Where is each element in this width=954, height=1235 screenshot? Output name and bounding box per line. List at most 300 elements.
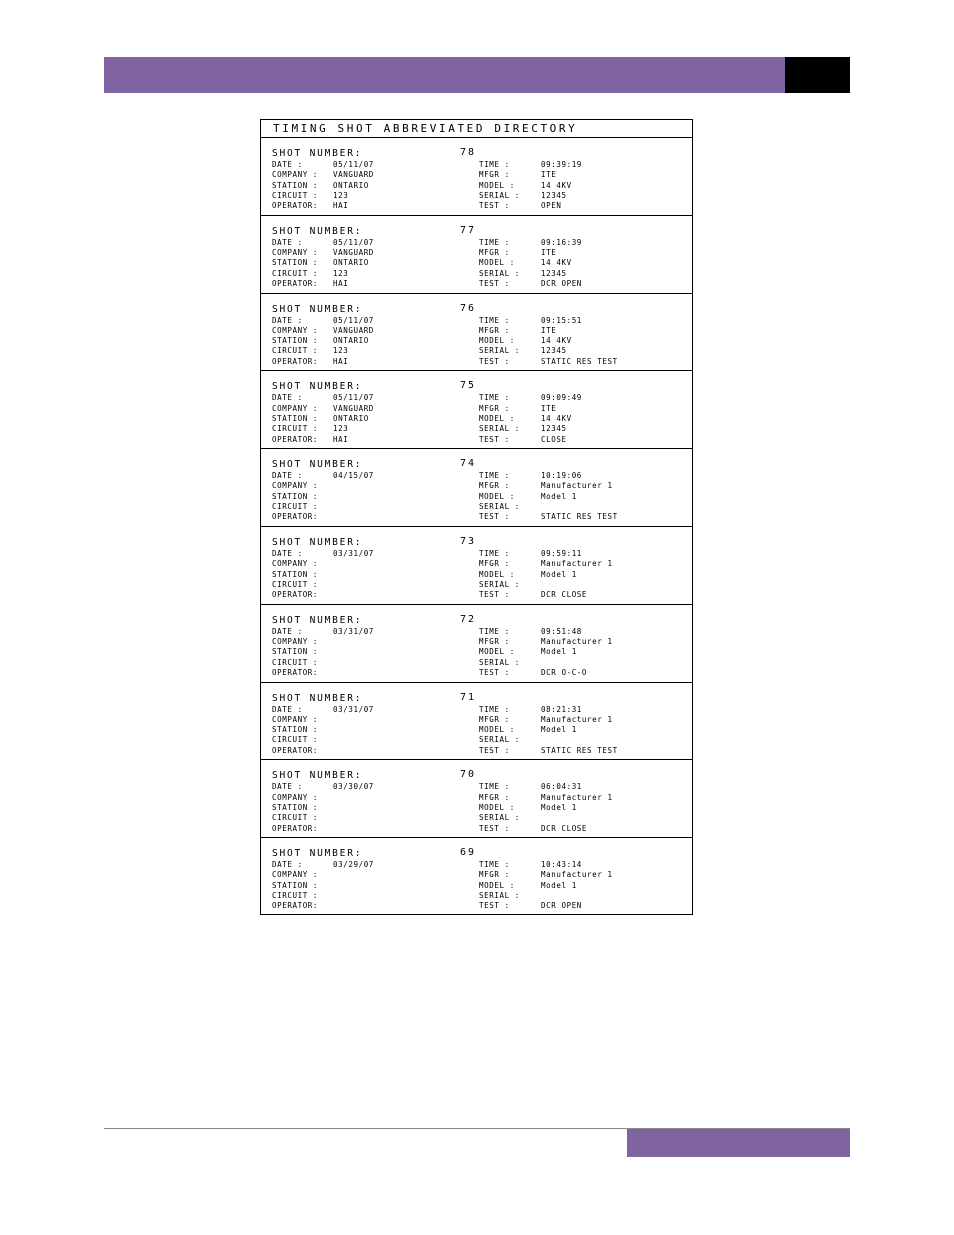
- field-row-operator: [272, 590, 374, 600]
- test-value: DCR CLOSE: [541, 823, 588, 833]
- mfgr-label: MFGR :: [479, 637, 510, 647]
- field-row-operator: [272, 435, 374, 445]
- field-row-mfgr: [479, 404, 582, 414]
- shot-fields-left: [272, 316, 374, 367]
- serial-label: SERIAL :: [479, 891, 520, 901]
- time-value: 09:15:51: [541, 315, 582, 325]
- field-row-model: [479, 181, 582, 191]
- model-value: 14 4KV: [541, 180, 572, 190]
- date-value: 05/11/07: [333, 393, 374, 403]
- field-row-mfgr: [479, 793, 613, 803]
- field-row-station: [272, 570, 374, 580]
- field-row-serial: [479, 580, 613, 590]
- operator-value: HAI: [333, 356, 349, 366]
- date-label: DATE :: [272, 860, 303, 870]
- date-value: 03/29/07: [333, 860, 374, 870]
- time-value: 09:09:49: [541, 393, 582, 403]
- header-bar: [104, 57, 785, 93]
- field-row-mfgr: [479, 637, 613, 647]
- field-row-test: [479, 668, 613, 678]
- test-value: CLOSE: [541, 434, 567, 444]
- shot-number-value: 72: [460, 613, 477, 625]
- station-label: STATION :: [272, 413, 319, 423]
- operator-label: OPERATOR:: [272, 201, 319, 211]
- field-row-model: [479, 570, 613, 580]
- shot-number-value: 71: [460, 691, 477, 703]
- model-value: 14 4KV: [541, 413, 572, 423]
- field-row-time: [479, 160, 582, 170]
- mfgr-label: MFGR :: [479, 325, 510, 335]
- field-row-serial: [479, 502, 618, 512]
- test-value: DCR OPEN: [541, 901, 582, 911]
- field-row-model: [479, 414, 582, 424]
- time-value: 10:19:06: [541, 471, 582, 481]
- mfgr-value: Manufacturer 1: [541, 870, 613, 880]
- company-label: COMPANY :: [272, 481, 319, 491]
- model-label: MODEL :: [479, 880, 515, 890]
- shot-fields-left: [272, 238, 374, 289]
- field-row-test: [479, 279, 582, 289]
- serial-value: 12345: [541, 190, 567, 200]
- shot-fields-left: [272, 627, 374, 678]
- field-row-station: [272, 414, 374, 424]
- shot-entry: [261, 216, 692, 294]
- mfgr-value: Manufacturer 1: [541, 559, 613, 569]
- shot-number-label: SHOT NUMBER:: [272, 614, 363, 626]
- time-label: TIME :: [479, 237, 510, 247]
- field-row-date: [272, 705, 374, 715]
- serial-label: SERIAL :: [479, 579, 520, 589]
- field-row-mfgr: [479, 559, 613, 569]
- test-label: TEST :: [479, 590, 510, 600]
- test-label: TEST :: [479, 901, 510, 911]
- company-label: COMPANY :: [272, 637, 319, 647]
- model-value: Model 1: [541, 491, 577, 501]
- station-label: STATION :: [272, 258, 319, 268]
- time-label: TIME :: [479, 782, 510, 792]
- mfgr-label: MFGR :: [479, 792, 510, 802]
- date-label: DATE :: [272, 315, 303, 325]
- field-row-serial: [479, 269, 582, 279]
- shot-entry: [261, 371, 692, 449]
- field-row-model: [479, 803, 613, 813]
- field-row-date: [272, 471, 374, 481]
- test-value: DCR CLOSE: [541, 590, 588, 600]
- station-label: STATION :: [272, 880, 319, 890]
- circuit-label: CIRCUIT :: [272, 346, 319, 356]
- shot-fields-right: [479, 238, 582, 289]
- shot-fields-right: [479, 549, 613, 600]
- field-row-model: [479, 881, 613, 891]
- operator-label: OPERATOR:: [272, 356, 319, 366]
- shot-number-label: SHOT NUMBER:: [272, 848, 363, 860]
- serial-label: SERIAL :: [479, 735, 520, 745]
- station-label: STATION :: [272, 725, 319, 735]
- time-label: TIME :: [479, 471, 510, 481]
- operator-label: OPERATOR:: [272, 823, 319, 833]
- serial-label: SERIAL :: [479, 190, 520, 200]
- field-row-operator: [272, 357, 374, 367]
- field-row-test: [479, 901, 613, 911]
- circuit-value: 123: [333, 346, 349, 356]
- field-row-company: [272, 326, 374, 336]
- shot-number-value: 69: [460, 847, 477, 859]
- shot-fields-left: [272, 393, 374, 444]
- mfgr-value: ITE: [541, 170, 557, 180]
- station-value: ONTARIO: [333, 180, 369, 190]
- model-label: MODEL :: [479, 413, 515, 423]
- shot-entry: [261, 527, 692, 605]
- field-row-time: [479, 860, 613, 870]
- shot-number-label: SHOT NUMBER:: [272, 536, 363, 548]
- field-row-model: [479, 492, 618, 502]
- field-row-circuit: [272, 658, 374, 668]
- serial-label: SERIAL :: [479, 657, 520, 667]
- mfgr-label: MFGR :: [479, 870, 510, 880]
- field-row-time: [479, 549, 613, 559]
- time-value: 09:16:39: [541, 237, 582, 247]
- mfgr-value: Manufacturer 1: [541, 637, 613, 647]
- circuit-value: 123: [333, 424, 349, 434]
- circuit-label: CIRCUIT :: [272, 579, 319, 589]
- station-value: ONTARIO: [333, 258, 369, 268]
- field-row-operator: [272, 824, 374, 834]
- shot-number-value: 75: [460, 380, 477, 392]
- test-label: TEST :: [479, 278, 510, 288]
- field-row-company: [272, 404, 374, 414]
- shot-fields-left: [272, 705, 374, 756]
- mfgr-label: MFGR :: [479, 481, 510, 491]
- circuit-label: CIRCUIT :: [272, 190, 319, 200]
- field-row-circuit: [272, 424, 374, 434]
- model-value: 14 4KV: [541, 258, 572, 268]
- shot-fields-right: [479, 782, 613, 833]
- company-label: COMPANY :: [272, 248, 319, 258]
- field-row-date: [272, 316, 374, 326]
- model-label: MODEL :: [479, 725, 515, 735]
- shot-number-label: SHOT NUMBER:: [272, 692, 363, 704]
- station-label: STATION :: [272, 802, 319, 812]
- field-row-serial: [479, 191, 582, 201]
- field-row-station: [272, 336, 374, 346]
- circuit-label: CIRCUIT :: [272, 268, 319, 278]
- shot-number-label: SHOT NUMBER:: [272, 148, 363, 159]
- field-row-station: [272, 881, 374, 891]
- field-row-operator: [272, 201, 374, 211]
- operator-label: OPERATOR:: [272, 901, 319, 911]
- field-row-model: [479, 336, 618, 346]
- test-value: STATIC RES TEST: [541, 356, 618, 366]
- shot-fields-right: [479, 471, 618, 522]
- time-value: 06:04:31: [541, 782, 582, 792]
- time-label: TIME :: [479, 160, 510, 169]
- date-value: 05/11/07: [333, 315, 374, 325]
- model-label: MODEL :: [479, 336, 515, 346]
- company-label: COMPANY :: [272, 170, 319, 180]
- operator-label: OPERATOR:: [272, 278, 319, 288]
- station-label: STATION :: [272, 647, 319, 657]
- shot-fields-left: [272, 860, 374, 911]
- company-value: VANGUARD: [333, 325, 374, 335]
- time-value: 10:43:14: [541, 860, 582, 870]
- field-row-serial: [479, 813, 613, 823]
- serial-label: SERIAL :: [479, 424, 520, 434]
- model-value: Model 1: [541, 569, 577, 579]
- circuit-label: CIRCUIT :: [272, 657, 319, 667]
- station-label: STATION :: [272, 491, 319, 501]
- time-label: TIME :: [479, 315, 510, 325]
- field-row-operator: [272, 512, 374, 522]
- date-label: DATE :: [272, 160, 303, 169]
- time-label: TIME :: [479, 393, 510, 403]
- field-row-mfgr: [479, 170, 582, 180]
- shot-number-label: SHOT NUMBER:: [272, 225, 363, 237]
- date-label: DATE :: [272, 782, 303, 792]
- field-row-circuit: [272, 502, 374, 512]
- field-row-model: [479, 647, 613, 657]
- field-row-station: [272, 181, 374, 191]
- station-label: STATION :: [272, 336, 319, 346]
- field-row-mfgr: [479, 715, 618, 725]
- serial-label: SERIAL :: [479, 813, 520, 823]
- operator-value: HAI: [333, 278, 349, 288]
- field-row-serial: [479, 424, 582, 434]
- date-label: DATE :: [272, 393, 303, 403]
- shot-entry: [261, 449, 692, 527]
- date-value: 05/11/07: [333, 237, 374, 247]
- date-value: 03/31/07: [333, 626, 374, 636]
- circuit-label: CIRCUIT :: [272, 424, 319, 434]
- test-value: STATIC RES TEST: [541, 745, 618, 755]
- field-row-date: [272, 860, 374, 870]
- operator-label: OPERATOR:: [272, 434, 319, 444]
- date-value: 04/15/07: [333, 471, 374, 481]
- field-row-company: [272, 248, 374, 258]
- test-value: DCR O-C-O: [541, 667, 588, 677]
- field-row-time: [479, 393, 582, 403]
- field-row-test: [479, 357, 618, 367]
- station-value: ONTARIO: [333, 336, 369, 346]
- model-label: MODEL :: [479, 258, 515, 268]
- operator-label: OPERATOR:: [272, 667, 319, 677]
- shot-fields-right: [479, 627, 613, 678]
- test-label: TEST :: [479, 434, 510, 444]
- model-value: 14 4KV: [541, 336, 572, 346]
- serial-value: 12345: [541, 268, 567, 278]
- mfgr-value: Manufacturer 1: [541, 714, 613, 724]
- field-row-serial: [479, 658, 613, 668]
- company-label: COMPANY :: [272, 792, 319, 802]
- date-value: 05/11/07: [333, 160, 374, 169]
- shot-number-value: 70: [460, 769, 477, 781]
- time-label: TIME :: [479, 704, 510, 714]
- field-row-time: [479, 782, 613, 792]
- shot-number-value: 78: [460, 147, 477, 158]
- time-label: TIME :: [479, 548, 510, 558]
- field-row-serial: [479, 346, 618, 356]
- company-value: VANGUARD: [333, 248, 374, 258]
- field-row-time: [479, 471, 618, 481]
- shot-number-label: SHOT NUMBER:: [272, 459, 363, 471]
- field-row-station: [272, 647, 374, 657]
- field-row-date: [272, 238, 374, 248]
- field-row-time: [479, 238, 582, 248]
- test-label: TEST :: [479, 745, 510, 755]
- operator-label: OPERATOR:: [272, 590, 319, 600]
- shot-fields-left: [272, 471, 374, 522]
- company-value: VANGUARD: [333, 170, 374, 180]
- date-value: 03/31/07: [333, 548, 374, 558]
- date-value: 03/31/07: [333, 704, 374, 714]
- shot-fields-right: [479, 393, 582, 444]
- shot-number-value: 76: [460, 302, 477, 314]
- date-label: DATE :: [272, 548, 303, 558]
- field-row-circuit: [272, 191, 374, 201]
- field-row-company: [272, 559, 374, 569]
- mfgr-value: Manufacturer 1: [541, 792, 613, 802]
- circuit-value: 123: [333, 268, 349, 278]
- shot-entry: [261, 294, 692, 372]
- operator-value: HAI: [333, 201, 349, 211]
- field-row-circuit: [272, 891, 374, 901]
- test-label: TEST :: [479, 667, 510, 677]
- footer-bar: [627, 1129, 850, 1157]
- circuit-label: CIRCUIT :: [272, 813, 319, 823]
- circuit-label: CIRCUIT :: [272, 502, 319, 512]
- date-label: DATE :: [272, 626, 303, 636]
- field-row-model: [479, 725, 618, 735]
- field-row-operator: [272, 901, 374, 911]
- shot-entry: [261, 683, 692, 761]
- mfgr-value: Manufacturer 1: [541, 481, 613, 491]
- field-row-serial: [479, 735, 618, 745]
- shot-number-value: 77: [460, 224, 477, 236]
- field-row-test: [479, 590, 613, 600]
- serial-value: 12345: [541, 346, 567, 356]
- field-row-mfgr: [479, 248, 582, 258]
- mfgr-label: MFGR :: [479, 559, 510, 569]
- test-label: TEST :: [479, 356, 510, 366]
- field-row-operator: [272, 746, 374, 756]
- shot-entry: [261, 605, 692, 683]
- company-label: COMPANY :: [272, 870, 319, 880]
- field-row-station: [272, 803, 374, 813]
- mfgr-label: MFGR :: [479, 714, 510, 724]
- field-row-operator: [272, 668, 374, 678]
- time-value: 09:59:11: [541, 548, 582, 558]
- model-value: Model 1: [541, 725, 577, 735]
- time-value: 08:21:31: [541, 704, 582, 714]
- shot-entry: [261, 760, 692, 838]
- shot-fields-right: [479, 860, 613, 911]
- test-value: OPEN: [541, 201, 562, 211]
- field-row-company: [272, 715, 374, 725]
- date-label: DATE :: [272, 471, 303, 481]
- field-row-company: [272, 793, 374, 803]
- field-row-date: [272, 627, 374, 637]
- directory-title: TIMING SHOT ABBREVIATED DIRECTORY: [261, 120, 692, 138]
- field-row-test: [479, 512, 618, 522]
- field-row-date: [272, 160, 374, 170]
- field-row-time: [479, 705, 618, 715]
- field-row-mfgr: [479, 481, 618, 491]
- operator-value: HAI: [333, 434, 349, 444]
- shot-number-label: SHOT NUMBER:: [272, 303, 363, 315]
- time-value: 09:39:19: [541, 160, 582, 169]
- model-label: MODEL :: [479, 180, 515, 190]
- circuit-value: 123: [333, 190, 349, 200]
- field-row-test: [479, 201, 582, 211]
- field-row-circuit: [272, 346, 374, 356]
- model-value: Model 1: [541, 647, 577, 657]
- field-row-test: [479, 824, 613, 834]
- field-row-date: [272, 782, 374, 792]
- circuit-label: CIRCUIT :: [272, 891, 319, 901]
- field-row-company: [272, 170, 374, 180]
- station-label: STATION :: [272, 569, 319, 579]
- timing-shot-directory-printout: [260, 119, 693, 915]
- model-value: Model 1: [541, 880, 577, 890]
- test-label: TEST :: [479, 512, 510, 522]
- date-label: DATE :: [272, 704, 303, 714]
- time-label: TIME :: [479, 860, 510, 870]
- serial-label: SERIAL :: [479, 502, 520, 512]
- station-label: STATION :: [272, 180, 319, 190]
- operator-label: OPERATOR:: [272, 745, 319, 755]
- field-row-station: [272, 258, 374, 268]
- field-row-mfgr: [479, 870, 613, 880]
- test-label: TEST :: [479, 823, 510, 833]
- shot-entry: [261, 838, 692, 916]
- shot-fields-left: [272, 160, 374, 211]
- date-label: DATE :: [272, 237, 303, 247]
- test-label: TEST :: [479, 201, 510, 211]
- field-row-test: [479, 746, 618, 756]
- company-label: COMPANY :: [272, 325, 319, 335]
- field-row-date: [272, 393, 374, 403]
- company-label: COMPANY :: [272, 403, 319, 413]
- field-row-mfgr: [479, 326, 618, 336]
- model-label: MODEL :: [479, 569, 515, 579]
- field-row-serial: [479, 891, 613, 901]
- field-row-time: [479, 316, 618, 326]
- shot-number-label: SHOT NUMBER:: [272, 381, 363, 393]
- shot-number-label: SHOT NUMBER:: [272, 770, 363, 782]
- field-row-station: [272, 492, 374, 502]
- date-value: 03/30/07: [333, 782, 374, 792]
- shot-entry: [261, 138, 692, 216]
- field-row-operator: [272, 279, 374, 289]
- field-row-date: [272, 549, 374, 559]
- field-row-time: [479, 627, 613, 637]
- shot-fields-left: [272, 782, 374, 833]
- field-row-test: [479, 435, 582, 445]
- mfgr-label: MFGR :: [479, 170, 510, 180]
- model-value: Model 1: [541, 802, 577, 812]
- shot-number-value: 73: [460, 535, 477, 547]
- shot-number-value: 74: [460, 458, 477, 470]
- model-label: MODEL :: [479, 802, 515, 812]
- shot-fields-right: [479, 705, 618, 756]
- test-value: DCR OPEN: [541, 278, 582, 288]
- test-value: STATIC RES TEST: [541, 512, 618, 522]
- mfgr-value: ITE: [541, 248, 557, 258]
- circuit-label: CIRCUIT :: [272, 735, 319, 745]
- model-label: MODEL :: [479, 647, 515, 657]
- mfgr-label: MFGR :: [479, 403, 510, 413]
- station-value: ONTARIO: [333, 413, 369, 423]
- company-value: VANGUARD: [333, 403, 374, 413]
